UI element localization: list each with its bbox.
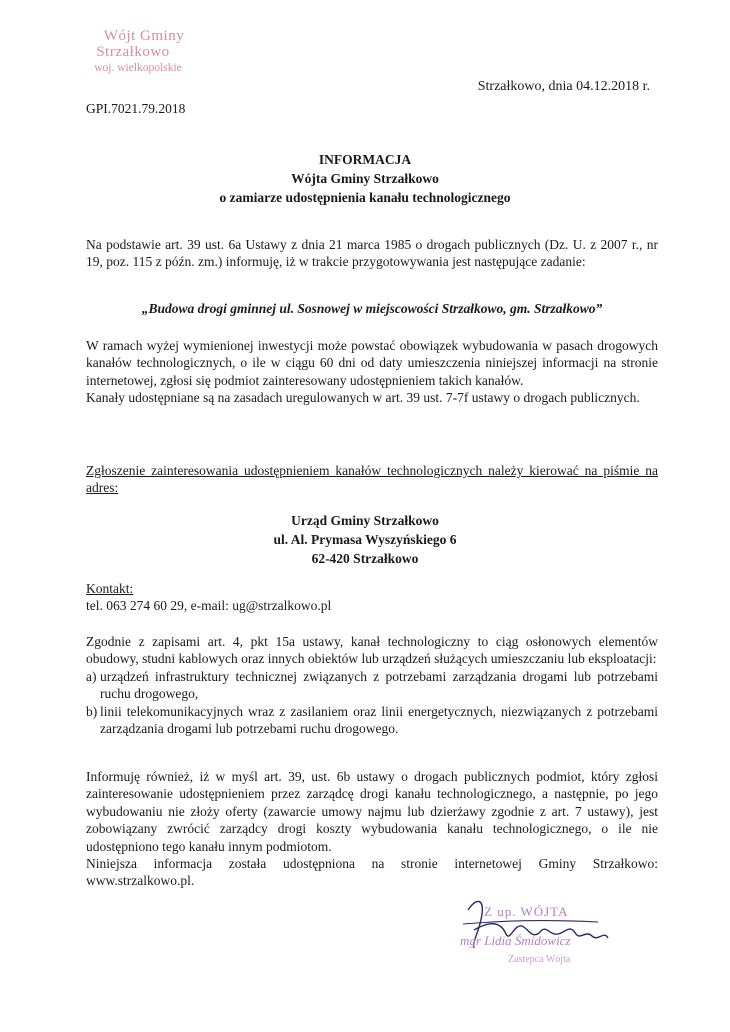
- list-text: linii telekomunikacyjnych wraz z zasilaniem oraz linii energetycznych, niezwiązanych z potrzebami zarządzania drogami lub potrzebami ruchu drogowego.: [100, 703, 658, 737]
- title-line-1: INFORMACJA: [318, 152, 412, 167]
- contact-details: tel. 063 274 60 29, e-mail: ug@strzalkowo.pl: [86, 598, 332, 614]
- closing-block: [86, 768, 658, 890]
- address-line-1: Urząd Gminy Strzałkowo: [291, 513, 439, 528]
- address-line-2: ul. Al. Prymasa Wyszyńskiego 6: [273, 532, 457, 547]
- para4-text: Niniejsza informacja została udostępniona na stronie internetowej Gminy Strzałkowo: www.strzalkowo.pl.: [86, 856, 658, 889]
- submission-paragraph: [86, 462, 658, 497]
- list-item: [86, 703, 658, 738]
- title-line-3: o zamiarze udostępnienia kanału technologicznego: [219, 190, 511, 205]
- stamp-line-1: Wójt Gminy: [103, 28, 185, 44]
- list-marker: b): [86, 703, 98, 719]
- mailing-address: [0, 511, 730, 568]
- office-stamp: [84, 29, 204, 74]
- signature-stamp-line-2: mgr Lidia Śmidowicz: [460, 933, 571, 948]
- para2-text: Kanały udostępniane są na zasadach uregulowanych w art. 39 ust. 7-7f ustawy o drogach publicznych.: [86, 390, 640, 406]
- contact-label: Kontakt:: [86, 581, 134, 596]
- address-line-3: 62-420 Strzałkowo: [311, 551, 419, 566]
- signature-stamp-line-3: Zastepca Wójta: [508, 954, 571, 965]
- definition-text: Zgodnie z zapisami art. 4, pkt 15a ustawy, kanał technologiczny to ciąg osłonowych elementów obudowy, studni kablowych oraz innych obiektów lub urządzeń służących umieszczaniu lub eksploatacji:: [86, 634, 658, 667]
- intro-text: Na podstawie art. 39 ust. 6a Ustawy z dnia 21 marca 1985 o drogach publicznych (Dz. U. z 2007 r., nr 19, poz. 115 z późn. zm.) informuję, iż w trakcie przygotowywania jest następujące zadanie:: [86, 237, 658, 270]
- list-item: [86, 668, 658, 703]
- title-line-2: Wójta Gminy Strzałkowo: [291, 171, 439, 186]
- signature-block: [448, 890, 628, 970]
- intro-paragraph: [86, 236, 658, 271]
- document-title: [0, 150, 730, 207]
- stamp-line-3: woj. wielkopolskie: [94, 61, 182, 74]
- para1-text: W ramach wyżej wymienionej inwestycji może powstać obowiązek wybudowania w pasach drogowych kanałów technologicznych, o ile w ciągu 60 dni od daty umieszczenia niniejszej informacji na stronie internetowej, zgłosi się podmiot zainteresowany udostępnieniem takich kanałów.: [86, 338, 658, 388]
- contact-block: [86, 580, 658, 615]
- definition-block: [86, 633, 658, 737]
- signature-stamp-line-1: Z up. WÓJTA: [484, 904, 569, 919]
- reference-number: GPI.7021.79.2018: [86, 101, 186, 116]
- document-date: Strzałkowo, dnia 04.12.2018 r.: [477, 79, 650, 94]
- list-marker: a): [86, 668, 97, 684]
- investment-paragraph: [86, 337, 658, 407]
- stamp-line-2: Strzałkowo: [96, 43, 170, 60]
- para3-text: Informuję również, iż w myśl art. 39, ust. 6b ustawy o drogach publicznych podmiot, który zgłosi zainteresowanie udostępnieniem przez zarządcę drogi kanału technologicznego, a następnie, po jego wybudowaniu nie złoży oferty (zawarcie umowy najmu lub dzierżawy zgodnie z art. 7 ustawy), jest zobowiązany zwrócić zarządcy drogi koszty wybudowania kanału technologicznego, o ile nie udostępniono tego kanału innym podmiotom.: [86, 769, 658, 854]
- project-name: „Budowa drogi gminnej ul. Sosnowej w miejscowości Strzałkowo, gm. Strzałkowo”: [141, 301, 603, 316]
- list-text: urządzeń infrastruktury technicznej związanych z potrzebami zarządzania drogami lub potrzebami ruchu drogowego,: [100, 668, 658, 702]
- submission-text: Zgłoszenie zainteresowania udostępnieniem kanałów technologicznych należy kierować na piśmie na adres:: [86, 463, 658, 496]
